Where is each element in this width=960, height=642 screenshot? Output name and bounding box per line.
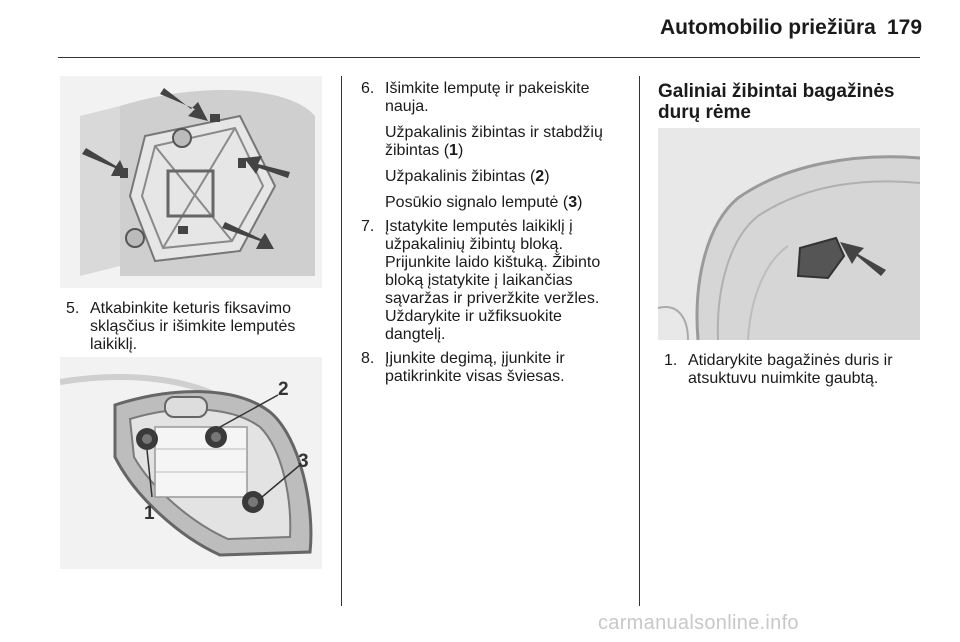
bulb-holder-illustration — [60, 357, 322, 569]
lamp-holder-clips-illustration — [60, 76, 322, 288]
step-number: 1. — [664, 352, 678, 369]
sub-item-number: 1 — [449, 142, 458, 159]
header-rule — [58, 57, 920, 58]
page-header-title: Automobilio priežiūra — [660, 16, 876, 39]
sub-item-text: Užpakalinis žibintas ( — [385, 168, 536, 185]
step-5 — [66, 300, 332, 354]
step-list-col2 — [361, 80, 619, 392]
step-1 — [664, 352, 924, 388]
callout-2: 2 — [278, 379, 289, 400]
step-text: Atkabinkite keturis fiksavimo skląsčius ir išimkite lemputės laikiklį. — [90, 300, 296, 353]
page-number: 179 — [887, 16, 923, 39]
callout-1: 1 — [144, 503, 155, 524]
sub-item-bulb-1 — [361, 124, 619, 160]
sub-item-number: 3 — [568, 194, 578, 211]
sub-item-suffix: ) — [457, 142, 464, 159]
tailgate-cover-illustration — [658, 128, 920, 340]
step-number: 8. — [361, 350, 375, 367]
step-text: Įstatykite lemputės laikiklį į užpakalinių žibintų bloką. Prijunkite laido kištuką. Žibinto bloką įstatykite į laikančias sąvaržas ir priveržkite veržles. Uždarykite ir užfiksuokite dangtelį. — [385, 218, 601, 343]
step-text: Įjunkite degimą, įjunkite ir patikrinkite visas šviesas. — [385, 350, 565, 385]
figure-lamp-holder-clips — [60, 76, 322, 288]
figure-tailgate-cover — [658, 128, 920, 340]
step-number: 6. — [361, 80, 375, 97]
step-number: 5. — [66, 300, 80, 317]
sub-item-bulb-2 — [361, 168, 619, 186]
figure-bulb-holder-numbered — [60, 357, 322, 569]
step-text: Atidarykite bagažinės duris ir atsuktuvu nuimkite gaubtą. — [688, 352, 893, 387]
sub-item-text: Posūkio signalo lemputė ( — [385, 194, 569, 211]
step-list-col1 — [66, 300, 332, 360]
callout-3: 3 — [298, 451, 309, 472]
sub-item-suffix: ) — [544, 168, 550, 185]
sub-item-suffix: ) — [577, 194, 583, 211]
sub-item-text: Užpakalinis žibintas ir stabdžių žibintas ( — [385, 124, 603, 159]
sub-item-bulb-3 — [361, 194, 619, 212]
step-6 — [361, 80, 619, 116]
watermark: carmanualsonline.info — [598, 612, 799, 634]
column-divider-left — [341, 76, 342, 606]
step-list-col3 — [664, 352, 924, 394]
section-title: Galiniai žibintai bagažinės durų rėme — [658, 81, 895, 123]
step-number: 7. — [361, 218, 375, 235]
column-divider-right — [639, 76, 640, 606]
sub-item-number: 2 — [535, 168, 545, 185]
step-7 — [361, 218, 619, 344]
step-8 — [361, 350, 619, 386]
step-text: Išimkite lemputę ir pakeiskite nauja. — [385, 80, 590, 115]
